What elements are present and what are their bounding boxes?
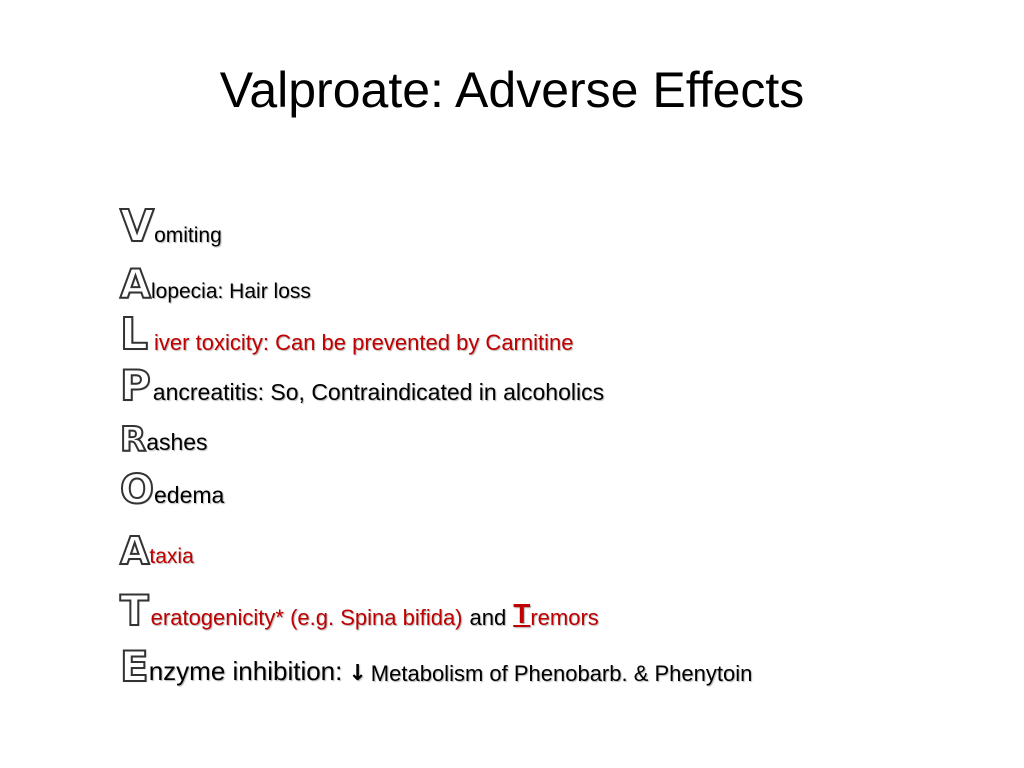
row-text-metabolism: Metabolism of Phenobarb. & Phenytoin — [370, 660, 753, 686]
row-text-alopecia: lopecia: Hair loss — [150, 279, 311, 303]
row-text-pancreatitis: ancreatitis: So, Contraindicated in alcoholics — [152, 378, 605, 405]
mnemonic-letter-v: V — [120, 201, 155, 252]
tremors-letter-t: T — [513, 598, 531, 630]
mnemonic-row-enzyme-inhibition — [120, 642, 753, 691]
mnemonic-letter-o: O — [120, 467, 155, 513]
slide-title: Valproate: Adverse Effects — [219, 62, 805, 118]
mnemonic-letter-a: A — [120, 262, 151, 308]
row-text-and: and — [469, 604, 507, 630]
row-text-rashes: ashes — [146, 428, 208, 455]
row-text-oedema: edema — [154, 481, 225, 508]
mnemonic-letter-p: P — [120, 361, 151, 410]
mnemonic-letter-e: E — [120, 642, 149, 691]
row-text-tremors: remors — [530, 604, 599, 630]
row-text-enzyme-inhibition: nzyme inhibition: — [148, 656, 343, 687]
mnemonic-letter-a-2: A — [120, 529, 150, 573]
row-text-teratogenicity: eratogenicity* (e.g. Spina bifida) — [150, 604, 463, 630]
mnemonic-row-teratogenicity — [120, 586, 599, 635]
down-arrow-icon: ↓ — [348, 660, 367, 686]
row-text-ataxia: taxia — [149, 544, 194, 568]
mnemonic-row-liver-toxicity — [120, 309, 574, 360]
row-text-liver-toxicity: iver toxicity: Can be prevented by Carnitine — [154, 329, 574, 355]
mnemonic-row-pancreatitis — [120, 361, 605, 410]
mnemonic-letter-t: T — [120, 586, 149, 635]
mnemonic-row-oedema — [120, 467, 225, 513]
mnemonic-row-alopecia — [120, 262, 311, 308]
mnemonic-letter-r: R — [120, 420, 147, 460]
row-text-vomiting: omiting — [154, 223, 222, 247]
mnemonic-row-ataxia — [120, 529, 194, 573]
mnemonic-letter-l: L — [120, 309, 149, 360]
mnemonic-row-rashes — [120, 420, 208, 460]
mnemonic-row-vomiting — [120, 201, 222, 252]
